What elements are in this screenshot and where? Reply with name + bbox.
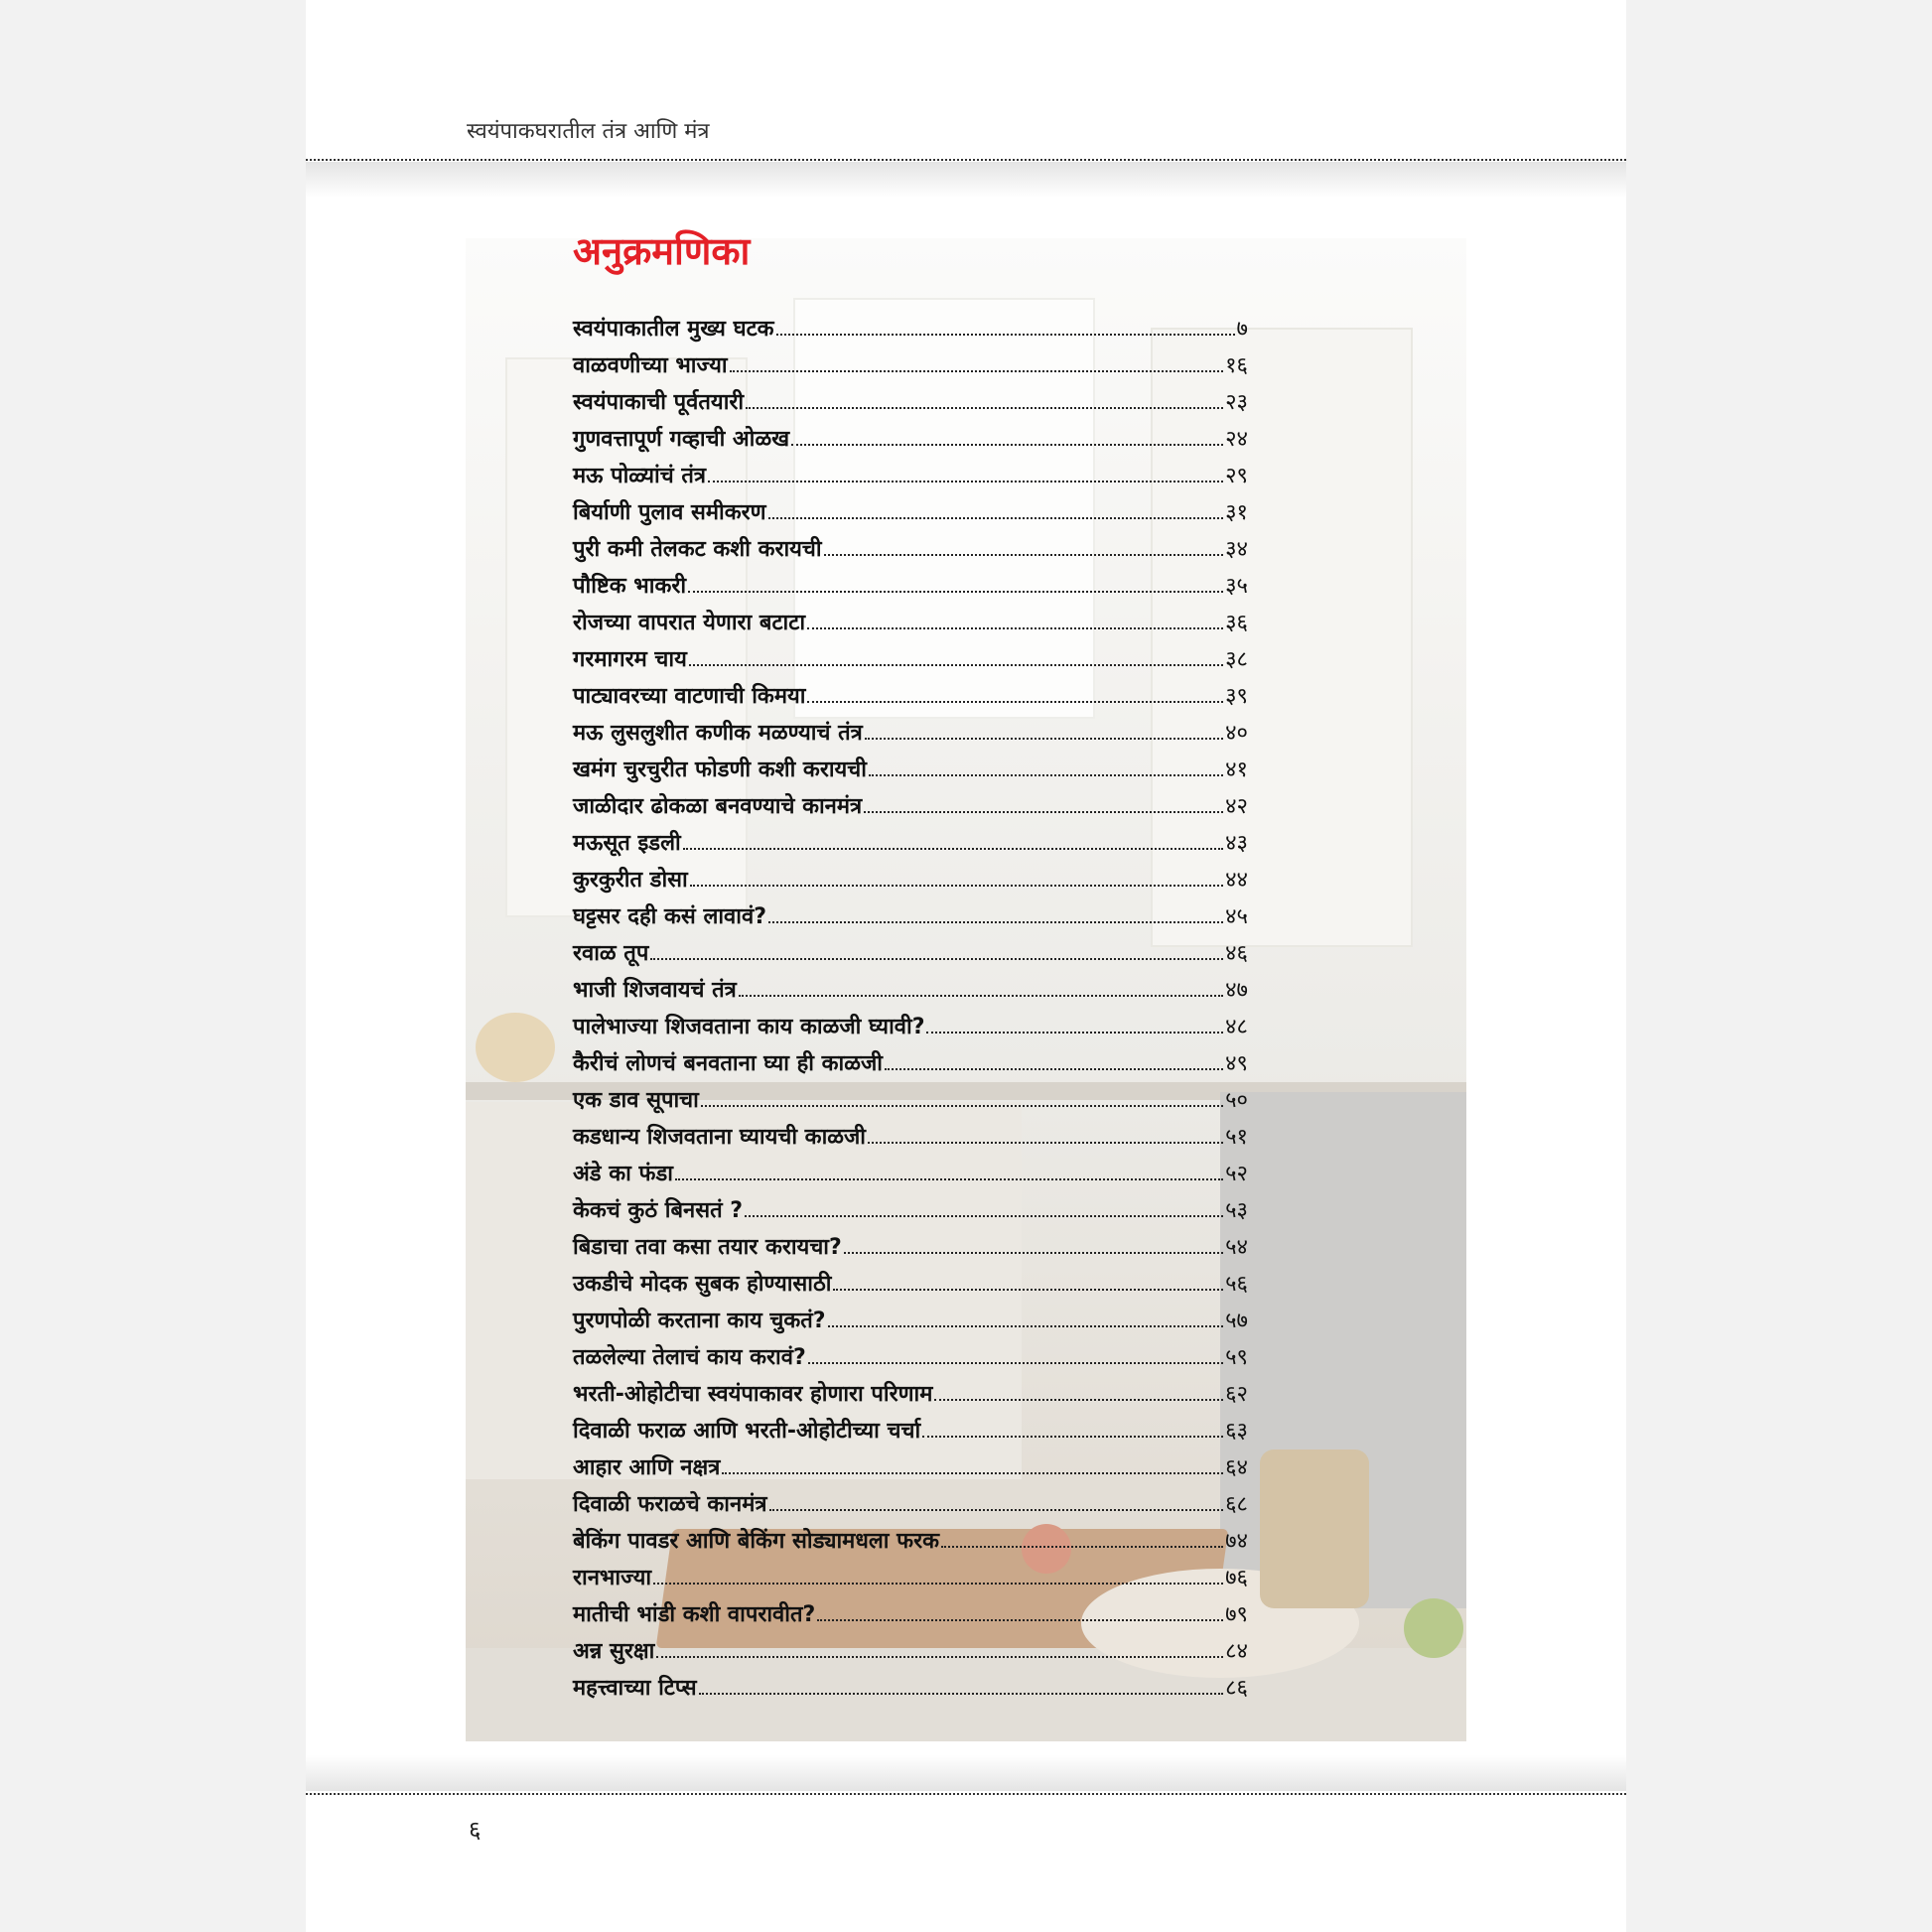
toc-entry <box>573 1151 1248 1187</box>
book-page <box>306 0 1626 1932</box>
toc-entry-page: ७४ <box>1225 1529 1248 1554</box>
toc-entry-title: गुणवत्तापूर्ण गव्हाची ओळख <box>573 427 790 452</box>
toc-entry <box>573 1665 1248 1702</box>
toc-entry-title: जाळीदार ढोकळा बनवण्याचे कानमंत्र <box>573 794 863 819</box>
dot-leader <box>656 1656 1223 1658</box>
toc-entry <box>573 710 1248 747</box>
toc-entry <box>573 1298 1248 1334</box>
dot-leader <box>808 1362 1223 1364</box>
footer-rule <box>306 1793 1626 1795</box>
toc-entry <box>573 930 1248 967</box>
dot-leader <box>817 1619 1223 1621</box>
toc-entry-page: ५४ <box>1225 1235 1248 1260</box>
toc-entry-title: बिर्याणी पुलाव समीकरण <box>573 500 766 525</box>
toc-entry-title: रोजच्या वापरात येणारा बटाटा <box>573 611 806 635</box>
toc-entry-title: स्वयंपाकाची पूर्वतयारी <box>573 390 745 415</box>
toc-entry <box>573 416 1248 453</box>
toc-entry-title: खमंग चुरचुरीत फोडणी कशी करायची <box>573 758 867 782</box>
toc-entry-page: २९ <box>1225 464 1248 488</box>
toc-entry-page: २४ <box>1225 427 1248 452</box>
toc-entry-title: पुरी कमी तेलकट कशी करायची <box>573 537 822 562</box>
toc-entry-page: ४४ <box>1225 868 1248 893</box>
header-shadow <box>306 162 1626 198</box>
dot-leader <box>869 774 1223 776</box>
page-number: ६ <box>469 1816 482 1844</box>
toc-entry-page: ३१ <box>1225 500 1248 525</box>
toc-entry <box>573 343 1248 379</box>
toc-entry-title: अन्न सुरक्षा <box>573 1639 655 1664</box>
toc-entry-page: ४७ <box>1225 978 1248 1003</box>
toc-entry <box>573 1408 1248 1445</box>
dot-leader <box>653 1583 1223 1585</box>
toc-entry-page: ४९ <box>1225 1051 1248 1076</box>
toc-entry-page: ५७ <box>1225 1309 1248 1333</box>
toc-entry-page: ५९ <box>1225 1345 1248 1370</box>
toc-entry-page: ५६ <box>1225 1272 1248 1297</box>
dot-leader <box>689 664 1223 666</box>
dot-leader <box>926 1032 1223 1034</box>
dot-leader <box>824 554 1224 556</box>
toc-entry-title: कडधान्य शिजवताना घ्यायची काळजी <box>573 1125 867 1150</box>
dot-leader <box>941 1546 1223 1548</box>
toc-entry-title: केकचं कुठं बिनसतं ? <box>573 1198 744 1223</box>
toc-entry-page: ८४ <box>1225 1639 1248 1664</box>
toc-entry <box>573 1040 1248 1077</box>
toc-entry-title: आहार आणि नक्षत्र <box>573 1455 721 1480</box>
toc-entry-page: ४६ <box>1225 941 1248 966</box>
toc-entry-page: ४३ <box>1225 831 1248 856</box>
table-of-contents <box>573 306 1248 1702</box>
dot-leader <box>768 517 1224 519</box>
toc-entry-title: दिवाळी फराळ आणि भरती-ओहोटीच्या चर्चा <box>573 1419 921 1444</box>
toc-entry-title: महत्त्वाच्या टिप्स <box>573 1676 697 1701</box>
dot-leader <box>688 591 1223 593</box>
toc-entry-page: ६३ <box>1225 1419 1248 1444</box>
toc-entry-page: ६२ <box>1225 1382 1248 1407</box>
toc-entry <box>573 1261 1248 1298</box>
toc-entry-page: ४८ <box>1225 1015 1248 1039</box>
dot-leader <box>769 1509 1224 1511</box>
toc-entry-title: भरती-ओहोटीचा स्वयंपाकावर होणारा परिणाम <box>573 1382 933 1407</box>
toc-entry <box>573 1555 1248 1591</box>
toc-entry <box>573 1004 1248 1040</box>
toc-entry <box>573 1077 1248 1114</box>
dot-leader <box>722 1472 1223 1474</box>
toc-entry <box>573 600 1248 636</box>
toc-entry-page: ३४ <box>1225 537 1248 562</box>
dot-leader <box>922 1436 1223 1438</box>
toc-entry <box>573 1481 1248 1518</box>
toc-entry <box>573 453 1248 489</box>
toc-entry-title: घट्टसर दही कसं लावावं? <box>573 904 766 929</box>
toc-entry <box>573 1371 1248 1408</box>
toc-entry-title: पाट्यावरच्या वाटणाची किमया <box>573 684 806 709</box>
toc-entry-title: रानभाज्या <box>573 1566 652 1590</box>
toc-entry-page: ७ <box>1236 317 1248 342</box>
dot-leader <box>730 370 1224 372</box>
toc-entry <box>573 1114 1248 1151</box>
dot-leader <box>683 848 1223 850</box>
toc-entry-page: ६४ <box>1225 1455 1248 1480</box>
toc-entry-title: तळलेल्या तेलाचं काय करावं? <box>573 1345 806 1370</box>
toc-entry-page: ४१ <box>1225 758 1248 782</box>
toc-entry-page: ७६ <box>1225 1566 1248 1590</box>
dot-leader <box>828 1325 1224 1327</box>
toc-entry <box>573 894 1248 930</box>
toc-entry-title: कैरीचं लोणचं बनवताना घ्या ही काळजी <box>573 1051 883 1076</box>
dot-leader <box>701 1105 1223 1107</box>
toc-entry-title: रवाळ तूप <box>573 941 649 966</box>
toc-entry <box>573 747 1248 783</box>
toc-entry <box>573 673 1248 710</box>
dot-leader <box>690 885 1223 887</box>
toc-entry <box>573 783 1248 820</box>
toc-entry-page: २३ <box>1225 390 1248 415</box>
toc-entry-title: बेकिंग पावडर आणि बेकिंग सोड्यामधला फरक <box>573 1529 940 1554</box>
toc-entry-title: कुरकुरीत डोसा <box>573 868 688 893</box>
toc-entry <box>573 820 1248 857</box>
toc-entry <box>573 526 1248 563</box>
toc-entry-title: पौष्टिक भाकरी <box>573 574 687 599</box>
toc-entry-page: ३५ <box>1225 574 1248 599</box>
toc-entry-title: मातीची भांडी कशी वापरावीत? <box>573 1602 816 1627</box>
toc-entry-title: मऊ पोळ्यांचं तंत्र <box>573 464 707 488</box>
toc-entry-title: उकडीचे मोदक सुबक होण्यासाठी <box>573 1272 832 1297</box>
dot-leader <box>791 444 1223 446</box>
toc-entry-page: ६८ <box>1225 1492 1248 1517</box>
running-head: स्वयंपाकघरातील तंत्र आणि मंत्र <box>467 119 710 144</box>
dot-leader <box>934 1399 1223 1401</box>
toc-entry <box>573 1224 1248 1261</box>
dot-leader <box>868 1142 1223 1144</box>
toc-entry-title: बिडाचा तवा कसा तयार करायचा? <box>573 1235 842 1260</box>
toc-entry <box>573 857 1248 894</box>
toc-entry-title: वाळवणीच्या भाज्या <box>573 353 728 378</box>
dot-leader <box>746 407 1223 409</box>
toc-entry-page: ५० <box>1225 1088 1248 1113</box>
dot-leader <box>745 1215 1223 1217</box>
toc-entry-title: स्वयंपाकातील मुख्य घटक <box>573 317 774 342</box>
toc-entry-title: दिवाळी फराळचे कानमंत्र <box>573 1492 767 1517</box>
dot-leader <box>833 1289 1223 1291</box>
toc-entry-page: ७९ <box>1225 1602 1248 1627</box>
toc-entry-page: ४५ <box>1225 904 1248 929</box>
toc-entry-title: मऊसूत इडली <box>573 831 681 856</box>
toc-entry-page: ८६ <box>1225 1676 1248 1701</box>
dot-leader <box>885 1068 1223 1070</box>
toc-entry-page: ३८ <box>1225 647 1248 672</box>
toc-entry-title: मऊ लुसलुशीत कणीक मळण्याचं तंत्र <box>573 721 863 746</box>
header-rule <box>306 159 1626 161</box>
toc-entry <box>573 1334 1248 1371</box>
toc-entry-title: अंडे का फंडा <box>573 1162 673 1186</box>
toc-entry <box>573 1187 1248 1224</box>
toc-entry <box>573 489 1248 526</box>
dot-leader <box>675 1178 1223 1180</box>
toc-entry-page: ५३ <box>1225 1198 1248 1223</box>
dot-leader <box>768 921 1223 923</box>
dot-leader <box>776 334 1235 336</box>
dot-leader <box>865 738 1223 740</box>
dot-leader <box>699 1693 1223 1695</box>
dot-leader <box>807 701 1223 703</box>
toc-title: अनुक्रमणिका <box>573 229 751 273</box>
toc-entry-page: १६ <box>1225 353 1248 378</box>
dot-leader <box>739 995 1223 997</box>
toc-entry <box>573 1518 1248 1555</box>
toc-entry-page: ५२ <box>1225 1162 1248 1186</box>
toc-entry-page: ५१ <box>1225 1125 1248 1150</box>
dot-leader <box>650 958 1223 960</box>
toc-entry-page: ४० <box>1225 721 1248 746</box>
toc-entry <box>573 967 1248 1004</box>
dot-leader <box>708 481 1223 483</box>
dot-leader <box>807 627 1223 629</box>
dot-leader <box>844 1252 1223 1254</box>
toc-entry <box>573 1591 1248 1628</box>
toc-entry-title: गरमागरम चाय <box>573 647 687 672</box>
toc-entry <box>573 636 1248 673</box>
toc-entry <box>573 1628 1248 1665</box>
toc-entry-title: पालेभाज्या शिजवताना काय काळजी घ्यावी? <box>573 1015 925 1039</box>
toc-entry-page: ३९ <box>1225 684 1248 709</box>
dot-leader <box>864 811 1223 813</box>
footer-shadow <box>306 1755 1626 1791</box>
toc-entry-page: ४२ <box>1225 794 1248 819</box>
toc-entry-title: एक डाव सूपाचा <box>573 1088 699 1113</box>
toc-entry <box>573 563 1248 600</box>
toc-entry-title: भाजी शिजवायचं तंत्र <box>573 978 737 1003</box>
toc-entry <box>573 379 1248 416</box>
toc-entry <box>573 306 1248 343</box>
toc-entry-page: ३६ <box>1225 611 1248 635</box>
toc-entry <box>573 1445 1248 1481</box>
toc-entry-title: पुरणपोळी करताना काय चुकतं? <box>573 1309 826 1333</box>
